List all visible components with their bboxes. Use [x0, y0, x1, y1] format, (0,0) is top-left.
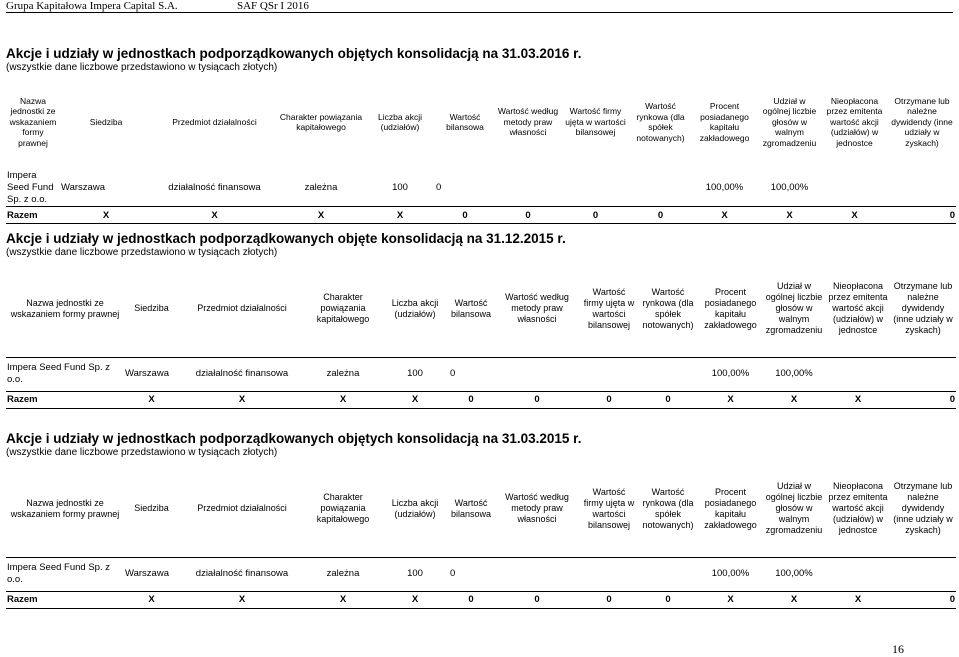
- table-header-row: [6, 74, 956, 170]
- col-header: Wartość bilansowa: [449, 461, 493, 557]
- total-cell: 0: [888, 207, 956, 224]
- col-header: Nieopłacona przez emitenta wartość akcji (udziałów) w jednostce: [826, 95, 883, 148]
- total-cell: 0: [435, 207, 495, 224]
- cell-capital-pct: 100,00%: [711, 368, 750, 379]
- total-label: Razem: [6, 591, 124, 608]
- cell-capital-pct: 100,00%: [711, 568, 750, 579]
- company-name: Grupa Kapitałowa Impera Capital S.A.: [6, 0, 178, 12]
- page-number: 16: [892, 642, 904, 656]
- section-q4-2015: [6, 231, 956, 409]
- total-label: Razem: [6, 207, 60, 224]
- col-header: Otrzymane lub należne dywidendy (inne udziały w zyskach): [891, 95, 953, 148]
- col-header: Wartość bilansowa: [449, 261, 493, 357]
- total-cell: 0: [561, 207, 630, 224]
- col-header: Siedziba: [124, 461, 179, 557]
- total-cell: 0: [630, 207, 691, 224]
- cell-equity-method: [493, 357, 581, 391]
- total-cell: X: [365, 207, 435, 224]
- cell-dividends: [890, 557, 956, 591]
- total-cell: 0: [890, 391, 956, 408]
- total-cell: X: [699, 591, 762, 608]
- report-name: SAF QSr I 2016: [237, 0, 309, 12]
- total-cell: X: [691, 207, 758, 224]
- col-header: Nieopłacona przez emitenta wartość akcji (udziałów) w jednostce: [826, 261, 890, 357]
- col-header: Wartość rynkowa (dla spółek notowanych): [637, 261, 699, 357]
- col-header: Przedmiot działalności: [179, 461, 305, 557]
- total-cell: X: [826, 591, 890, 608]
- total-cell: X: [826, 391, 890, 408]
- total-cell: X: [699, 391, 762, 408]
- total-cell: 0: [493, 591, 581, 608]
- cell-capital-pct: 100,00%: [705, 182, 744, 193]
- col-header: Siedziba: [124, 261, 179, 357]
- cell-dividends: [890, 357, 956, 391]
- section-subtitle: (wszystkie dane liczbowe przedstawiono w tysiącach złotych): [6, 247, 278, 258]
- col-header: Udział w ogólnej liczbie głosów w walnym zgromadzeniu: [762, 95, 817, 148]
- cell-market-value: [637, 557, 699, 591]
- cell-votes-pct: 100,00%: [775, 568, 813, 579]
- cell-market-value: [630, 170, 691, 207]
- total-cell: X: [762, 391, 826, 408]
- col-header: Udział w ogólnej liczbie głosów w walnym zgromadzeniu: [762, 461, 826, 557]
- cell-activity: działalność finansowa: [195, 368, 289, 379]
- table-header-row: [6, 261, 956, 357]
- cell-shares: 100: [392, 182, 408, 193]
- cell-goodwill: [561, 170, 630, 207]
- col-header: Wartość firmy ujęta w wartości bilansowej: [581, 461, 637, 557]
- col-header: Wartość firmy ujęta w wartości bilansowej: [565, 106, 626, 138]
- total-cell: X: [277, 207, 365, 224]
- col-header: Wartość firmy ujęta w wartości bilansowej: [581, 261, 637, 357]
- total-cell: 0: [637, 391, 699, 408]
- total-cell: 0: [581, 391, 637, 408]
- total-cell: 0: [581, 591, 637, 608]
- total-cell: 0: [637, 591, 699, 608]
- col-header: Wartość według metody praw własności: [493, 461, 581, 557]
- cell-shares: 100: [407, 568, 423, 579]
- col-header: Przedmiot działalności: [179, 261, 305, 357]
- total-cell: 0: [449, 391, 493, 408]
- section-q1-2016: [6, 46, 956, 224]
- cell-book-value: 0: [436, 182, 442, 193]
- cell-relation: zależna: [326, 368, 360, 379]
- cell-entity: Impera Seed Fund Sp. z o.o.: [7, 170, 54, 205]
- cell-seat: Warszawa: [61, 182, 105, 193]
- total-cell: X: [305, 391, 381, 408]
- section-subtitle: (wszystkie dane liczbowe przedstawiono w tysiącach złotych): [6, 447, 278, 458]
- total-cell: X: [179, 391, 305, 408]
- cell-goodwill: [581, 557, 637, 591]
- total-row: [6, 391, 956, 408]
- cell-book-value: 0: [450, 368, 456, 379]
- cell-book-value: 0: [450, 568, 456, 579]
- cell-dividends: [888, 170, 956, 207]
- total-cell: X: [821, 207, 888, 224]
- table-row: [6, 557, 956, 591]
- col-header: Wartość bilansowa: [446, 111, 484, 132]
- col-header: Charakter powiązania kapitałowego: [305, 461, 381, 557]
- cell-equity-method: [493, 557, 581, 591]
- col-header: Wartość rynkowa (dla spółek notowanych): [637, 461, 699, 557]
- cell-votes-pct: 100,00%: [775, 368, 813, 379]
- total-cell: 0: [890, 591, 956, 608]
- cell-seat: Warszawa: [125, 368, 169, 379]
- col-header: Otrzymane lub należne dywidendy (inne udziały w zyskach): [890, 461, 956, 557]
- col-header: Udział w ogólnej liczbie głosów w walnym zgromadzeniu: [762, 261, 826, 357]
- cell-entity: Impera Seed Fund Sp. z o.o.: [7, 362, 110, 385]
- col-header: Przedmiot działalności: [172, 116, 257, 127]
- table-header-row: [6, 461, 956, 557]
- col-header: Charakter powiązania kapitałowego: [279, 111, 363, 132]
- total-cell: X: [305, 591, 381, 608]
- cell-shares: 100: [407, 368, 423, 379]
- table-row: [6, 170, 956, 207]
- cell-relation: zależna: [304, 182, 338, 193]
- holdings-table: [6, 461, 956, 609]
- col-header: Wartość rynkowa (dla spółek notowanych): [636, 101, 685, 143]
- total-row: [6, 591, 956, 608]
- total-cell: X: [381, 391, 449, 408]
- col-header: Wartość według metody praw własności: [497, 106, 559, 138]
- cell-unpaid: [826, 557, 890, 591]
- header-rule: [6, 12, 953, 13]
- total-cell: X: [60, 207, 152, 224]
- col-header: Liczba akcji (udziałów): [381, 461, 449, 557]
- table-row: [6, 357, 956, 391]
- total-cell: X: [152, 207, 277, 224]
- section-title: Akcje i udziały w jednostkach podporządkowanych objęte konsolidacją na 31.12.2015 r.: [6, 231, 566, 246]
- col-header: Procent posiadanego kapitału zakładowego: [699, 261, 762, 357]
- col-header: Procent posiadanego kapitału zakładowego: [699, 461, 762, 557]
- holdings-table: [6, 74, 956, 224]
- col-header: Liczba akcji (udziałów): [378, 111, 422, 132]
- total-cell: X: [124, 591, 179, 608]
- cell-unpaid: [821, 170, 888, 207]
- cell-activity: działalność finansowa: [195, 568, 289, 579]
- total-cell: 0: [449, 591, 493, 608]
- total-row: [6, 207, 956, 224]
- total-cell: X: [758, 207, 821, 224]
- cell-entity: Impera Seed Fund Sp. z o.o.: [7, 562, 110, 585]
- total-cell: X: [762, 591, 826, 608]
- col-header: Wartość według metody praw własności: [493, 261, 581, 357]
- cell-unpaid: [826, 357, 890, 391]
- section-q1-2015: [6, 431, 956, 609]
- total-cell: X: [124, 391, 179, 408]
- holdings-table: [6, 261, 956, 409]
- total-label: Razem: [6, 391, 124, 408]
- total-cell: 0: [493, 391, 581, 408]
- cell-relation: zależna: [326, 568, 360, 579]
- cell-market-value: [637, 357, 699, 391]
- cell-seat: Warszawa: [125, 568, 169, 579]
- section-title: Akcje i udziały w jednostkach podporządkowanych objętych konsolidacją na 31.03.2016 r.: [6, 46, 582, 61]
- col-header: Procent posiadanego kapitału zakładowego: [699, 101, 750, 143]
- cell-activity: działalność finansowa: [168, 182, 261, 193]
- col-header: Otrzymane lub należne dywidendy (inne udziały w zyskach): [890, 261, 956, 357]
- cell-votes-pct: 100,00%: [770, 182, 809, 193]
- col-header: Siedziba: [89, 116, 123, 127]
- section-title: Akcje i udziały w jednostkach podporządkowanych objętych konsolidacją na 31.03.2015 r.: [6, 431, 582, 446]
- col-header: Nazwa jednostki ze wskazaniem formy prawnej: [6, 261, 124, 357]
- cell-equity-method: [495, 170, 561, 207]
- col-header: Liczba akcji (udziałów): [381, 261, 449, 357]
- col-header: Nazwa jednostki ze wskazaniem formy prawnej: [9, 95, 57, 148]
- cell-goodwill: [581, 357, 637, 391]
- total-cell: X: [179, 591, 305, 608]
- col-header: Nieopłacona przez emitenta wartość akcji (udziałów) w jednostce: [826, 461, 890, 557]
- page-header: [6, 0, 953, 13]
- total-cell: 0: [495, 207, 561, 224]
- section-subtitle: (wszystkie dane liczbowe przedstawiono w tysiącach złotych): [6, 62, 278, 73]
- col-header: Charakter powiązania kapitałowego: [305, 261, 381, 357]
- total-cell: X: [381, 591, 449, 608]
- col-header: Nazwa jednostki ze wskazaniem formy prawnej: [6, 461, 124, 557]
